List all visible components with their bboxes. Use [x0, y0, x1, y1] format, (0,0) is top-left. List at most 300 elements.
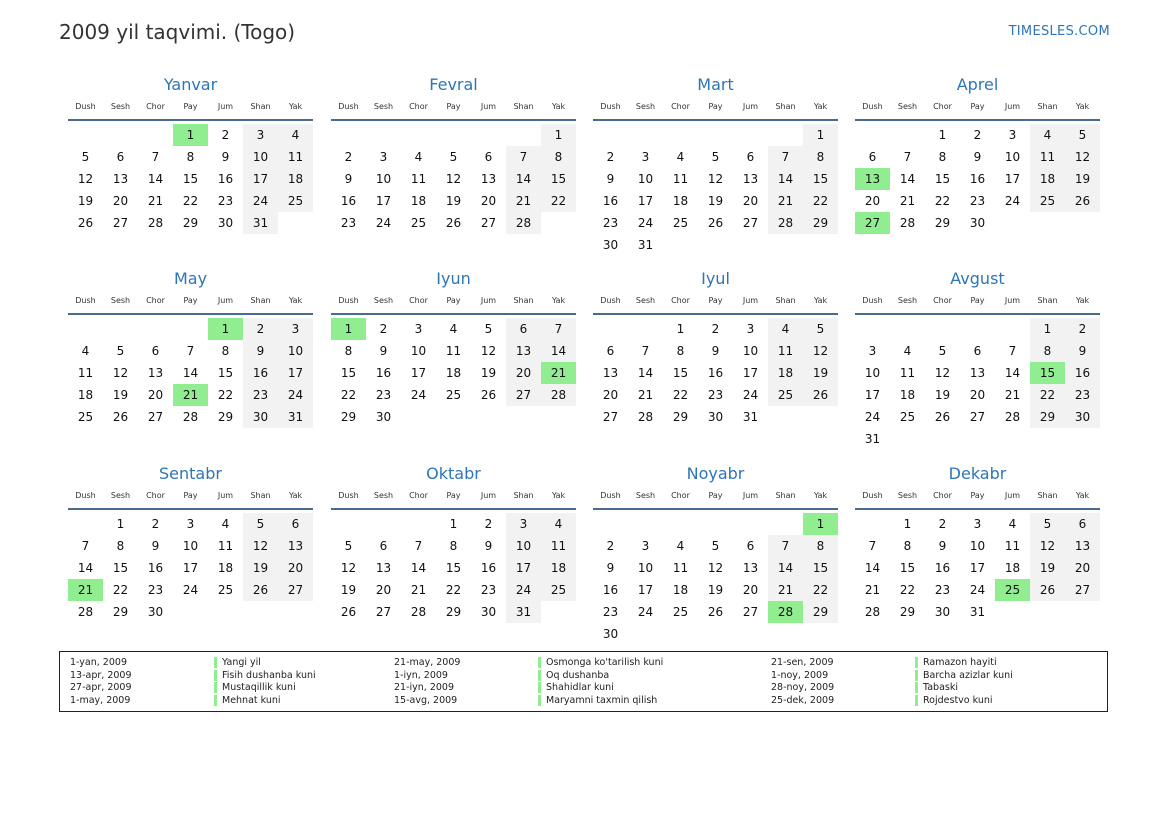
- day-cell: 3: [641, 539, 650, 553]
- day-cell: 6: [606, 344, 615, 358]
- day-cell: 16: [243, 362, 278, 384]
- day-cell: 27: [1065, 579, 1100, 601]
- legend-holiday-name: Barcha azizlar kuni: [923, 669, 1013, 681]
- weekday-label: Chor: [146, 102, 165, 111]
- legend-date: 25-dek, 2009: [771, 694, 835, 706]
- weekday-label: Sesh: [635, 102, 656, 111]
- day-cell: 3: [186, 517, 195, 531]
- month-divider: [855, 508, 1100, 510]
- day-cell: 31: [243, 212, 278, 234]
- day-cell: 8: [449, 539, 458, 553]
- weekday-label: Dush: [862, 296, 883, 305]
- day-cell: 8: [803, 146, 838, 168]
- day-cell: 15: [217, 366, 234, 380]
- day-cell: 23: [969, 194, 986, 208]
- day-cell: 16: [375, 366, 392, 380]
- day-cell: 19: [445, 194, 462, 208]
- day-cell: 18: [410, 194, 427, 208]
- day-cell: 6: [379, 539, 388, 553]
- day-cell: 27: [742, 216, 759, 230]
- weekday-label: Yak: [813, 491, 828, 500]
- holiday-day-cell: 27: [855, 212, 890, 234]
- day-cell: 28: [1004, 410, 1021, 424]
- day-cell: 24: [969, 583, 986, 597]
- day-cell: 19: [340, 583, 357, 597]
- day-cell: 14: [768, 557, 803, 579]
- day-cell: 9: [151, 539, 160, 553]
- legend-date: 1-may, 2009: [70, 694, 131, 706]
- day-cell: 10: [506, 535, 541, 557]
- weekday-label: Dush: [75, 102, 96, 111]
- day-cell: 19: [1065, 168, 1100, 190]
- day-cell: 31: [278, 406, 313, 428]
- day-cell: 30: [480, 605, 497, 619]
- day-cell: 16: [217, 172, 234, 186]
- day-cell: 26: [934, 410, 951, 424]
- day-cell: 29: [934, 216, 951, 230]
- day-cell: 5: [803, 318, 838, 340]
- day-cell: 3: [243, 124, 278, 146]
- weekday-label: Chor: [933, 491, 952, 500]
- legend-holiday-name: Ramazon hayiti: [923, 657, 997, 668]
- day-cell: 26: [707, 605, 724, 619]
- day-cell: 20: [1065, 557, 1100, 579]
- day-cell: 14: [182, 366, 199, 380]
- day-cell: 26: [445, 216, 462, 230]
- day-cell: 1: [1030, 318, 1065, 340]
- day-cell: 4: [1030, 124, 1065, 146]
- day-cell: 22: [803, 190, 838, 212]
- day-cell: 12: [803, 340, 838, 362]
- legend-date: 21-iyn, 2009: [394, 682, 455, 694]
- day-cell: 3: [973, 517, 982, 531]
- weekday-label: Dush: [338, 491, 359, 500]
- day-cell: 12: [243, 535, 278, 557]
- day-cell: 5: [484, 322, 493, 336]
- day-cell: 5: [243, 513, 278, 535]
- weekday-label: Jum: [1004, 491, 1021, 500]
- day-cell: 26: [1030, 579, 1065, 601]
- day-cell: 5: [711, 539, 720, 553]
- day-cell: 15: [112, 561, 129, 575]
- day-cell: 20: [278, 557, 313, 579]
- legend-date: 1-noy, 2009: [771, 669, 829, 681]
- weekday-label: Chor: [146, 491, 165, 500]
- day-cell: 24: [278, 384, 313, 406]
- day-cell: 22: [1030, 384, 1065, 406]
- weekday-label: Yak: [1075, 491, 1090, 500]
- day-cell: 22: [182, 194, 199, 208]
- weekday-label: Shan: [775, 102, 796, 111]
- weekday-label: Jum: [742, 102, 759, 111]
- day-cell: 28: [768, 212, 803, 234]
- legend-marker: [538, 670, 541, 681]
- day-cell: 5: [449, 150, 458, 164]
- weekday-label: Dush: [75, 491, 96, 500]
- legend-marker: [214, 695, 217, 706]
- holiday-day-cell: 21: [541, 362, 576, 384]
- day-cell: 16: [707, 366, 724, 380]
- day-cell: 21: [410, 583, 427, 597]
- day-cell: 15: [182, 172, 199, 186]
- day-cell: 22: [803, 579, 838, 601]
- day-cell: 5: [938, 344, 947, 358]
- legend-date: 28-noy, 2009: [771, 682, 835, 694]
- legend-marker: [915, 682, 918, 693]
- day-cell: 23: [217, 194, 234, 208]
- weekday-label: Pay: [183, 102, 198, 111]
- legend-holiday-name: Oq dushanba: [546, 669, 610, 681]
- day-cell: 3: [1008, 128, 1017, 142]
- day-cell: 29: [803, 212, 838, 234]
- day-cell: 8: [903, 539, 912, 553]
- day-cell: 16: [340, 194, 357, 208]
- legend-holiday-name: Osmonga ko'tarilish kuni: [546, 657, 664, 668]
- day-cell: 30: [602, 238, 619, 252]
- day-cell: 22: [541, 190, 576, 212]
- day-cell: 4: [1008, 517, 1017, 531]
- day-cell: 5: [116, 344, 125, 358]
- weekday-label: Shan: [250, 296, 271, 305]
- month-divider: [68, 313, 313, 315]
- day-cell: 23: [375, 388, 392, 402]
- day-cell: 15: [803, 168, 838, 190]
- day-cell: 23: [602, 216, 619, 230]
- weekday-label: Chor: [146, 296, 165, 305]
- day-cell: 5: [1065, 124, 1100, 146]
- holiday-day-cell: 21: [173, 384, 208, 406]
- legend-holiday-name: Mehnat kuni: [222, 694, 281, 706]
- day-cell: 23: [340, 216, 357, 230]
- day-cell: 12: [934, 366, 951, 380]
- weekday-label: Shan: [1037, 296, 1058, 305]
- day-cell: 6: [746, 150, 755, 164]
- day-cell: 1: [903, 517, 912, 531]
- day-cell: 21: [1004, 388, 1021, 402]
- legend-marker: [214, 682, 217, 693]
- day-cell: 25: [672, 605, 689, 619]
- weekday-label: Sesh: [373, 491, 394, 500]
- day-cell: 8: [344, 344, 353, 358]
- day-cell: 22: [899, 583, 916, 597]
- legend-date: 15-avg, 2009: [394, 694, 458, 706]
- day-cell: 20: [480, 194, 497, 208]
- weekday-label: Shan: [775, 491, 796, 500]
- day-cell: 1: [541, 124, 576, 146]
- month-divider: [855, 119, 1100, 121]
- day-cell: 21: [506, 190, 541, 212]
- day-cell: 23: [480, 583, 497, 597]
- day-cell: 6: [116, 150, 125, 164]
- weekday-label: Pay: [446, 102, 461, 111]
- day-cell: 8: [938, 150, 947, 164]
- month-divider: [593, 313, 838, 315]
- weekday-label: Shan: [1037, 102, 1058, 111]
- day-cell: 10: [969, 539, 986, 553]
- legend-marker: [915, 657, 918, 668]
- day-cell: 29: [445, 605, 462, 619]
- day-cell: 14: [768, 168, 803, 190]
- day-cell: 4: [449, 322, 458, 336]
- day-cell: 17: [375, 194, 392, 208]
- day-cell: 23: [934, 583, 951, 597]
- day-cell: 10: [182, 539, 199, 553]
- legend-holiday-name: Shahidlar kuni: [546, 682, 614, 694]
- day-cell: 20: [375, 583, 392, 597]
- day-cell: 2: [938, 517, 947, 531]
- day-cell: 2: [606, 150, 615, 164]
- legend-marker: [214, 657, 217, 668]
- day-cell: 4: [676, 539, 685, 553]
- day-cell: 10: [375, 172, 392, 186]
- day-cell: 31: [506, 601, 541, 623]
- day-cell: 29: [340, 410, 357, 424]
- day-cell: 3: [746, 322, 755, 336]
- day-cell: 13: [602, 366, 619, 380]
- month-name: Avgust: [950, 269, 1005, 288]
- day-cell: 22: [934, 194, 951, 208]
- day-cell: 11: [278, 146, 313, 168]
- day-cell: 7: [186, 344, 195, 358]
- day-cell: 16: [969, 172, 986, 186]
- day-cell: 25: [899, 410, 916, 424]
- day-cell: 3: [379, 150, 388, 164]
- day-cell: 25: [541, 579, 576, 601]
- day-cell: 11: [217, 539, 234, 553]
- day-cell: 2: [606, 539, 615, 553]
- day-cell: 8: [1030, 340, 1065, 362]
- weekday-label: Yak: [813, 296, 828, 305]
- day-cell: 27: [506, 384, 541, 406]
- weekday-label: Yak: [288, 491, 303, 500]
- day-cell: 20: [969, 388, 986, 402]
- day-cell: 4: [278, 124, 313, 146]
- weekday-label: Chor: [933, 296, 952, 305]
- day-cell: 30: [243, 406, 278, 428]
- day-cell: 7: [81, 539, 90, 553]
- day-cell: 13: [506, 340, 541, 362]
- day-cell: 24: [637, 216, 654, 230]
- legend-holiday-name: Mustaqillik kuni: [222, 682, 296, 694]
- day-cell: 6: [151, 344, 160, 358]
- day-cell: 18: [541, 557, 576, 579]
- weekday-label: Chor: [409, 102, 428, 111]
- weekday-label: Pay: [708, 296, 723, 305]
- day-cell: 9: [606, 561, 615, 575]
- day-cell: 11: [672, 561, 689, 575]
- day-cell: 19: [77, 194, 94, 208]
- day-cell: 12: [445, 172, 462, 186]
- weekday-label: Shan: [250, 102, 271, 111]
- weekday-label: Sesh: [373, 296, 394, 305]
- legend-holiday-name: Yangi yil: [222, 657, 261, 668]
- weekday-label: Pay: [183, 296, 198, 305]
- day-cell: 4: [414, 150, 423, 164]
- day-cell: 15: [803, 557, 838, 579]
- day-cell: 3: [278, 318, 313, 340]
- weekday-label: Yak: [551, 102, 566, 111]
- month-name: Fevral: [429, 75, 478, 94]
- day-cell: 19: [934, 388, 951, 402]
- day-cell: 15: [541, 168, 576, 190]
- day-cell: 21: [899, 194, 916, 208]
- brand-link[interactable]: TIMESLES.COM: [1008, 24, 1110, 39]
- day-cell: 3: [506, 513, 541, 535]
- day-cell: 18: [672, 194, 689, 208]
- month-name: Dekabr: [948, 464, 1007, 483]
- day-cell: 24: [637, 605, 654, 619]
- day-cell: 13: [742, 172, 759, 186]
- day-cell: 11: [1030, 146, 1065, 168]
- day-cell: 30: [602, 627, 619, 641]
- day-cell: 19: [803, 362, 838, 384]
- weekday-label: Dush: [862, 102, 883, 111]
- day-cell: 28: [147, 216, 164, 230]
- day-cell: 23: [243, 384, 278, 406]
- weekday-label: Dush: [338, 296, 359, 305]
- weekday-label: Jum: [1004, 296, 1021, 305]
- weekday-label: Jum: [217, 491, 234, 500]
- day-cell: 24: [243, 190, 278, 212]
- day-cell: 21: [864, 583, 881, 597]
- day-cell: 5: [1030, 513, 1065, 535]
- day-cell: 6: [278, 513, 313, 535]
- day-cell: 28: [410, 605, 427, 619]
- day-cell: 20: [112, 194, 129, 208]
- day-cell: 16: [602, 194, 619, 208]
- holiday-day-cell: 28: [768, 601, 803, 623]
- day-cell: 11: [1004, 539, 1021, 553]
- day-cell: 7: [868, 539, 877, 553]
- day-cell: 10: [864, 366, 881, 380]
- day-cell: 11: [77, 366, 94, 380]
- weekday-label: Chor: [933, 102, 952, 111]
- weekday-label: Jum: [217, 102, 234, 111]
- day-cell: 16: [147, 561, 164, 575]
- day-cell: 24: [864, 410, 881, 424]
- day-cell: 22: [217, 388, 234, 402]
- month-divider: [331, 313, 576, 315]
- day-cell: 30: [969, 216, 986, 230]
- day-cell: 16: [480, 561, 497, 575]
- month-name: Mart: [697, 75, 734, 94]
- day-cell: 7: [1008, 344, 1017, 358]
- page-title: 2009 yil taqvimi. (Togo): [59, 20, 296, 44]
- day-cell: 28: [506, 212, 541, 234]
- day-cell: 26: [112, 410, 129, 424]
- month-divider: [68, 508, 313, 510]
- month-name: Noyabr: [686, 464, 745, 483]
- day-cell: 15: [340, 366, 357, 380]
- day-cell: 18: [77, 388, 94, 402]
- day-cell: 14: [77, 561, 94, 575]
- weekday-label: Sesh: [897, 296, 918, 305]
- day-cell: 13: [112, 172, 129, 186]
- day-cell: 20: [864, 194, 881, 208]
- day-cell: 13: [969, 366, 986, 380]
- day-cell: 27: [375, 605, 392, 619]
- day-cell: 24: [506, 579, 541, 601]
- day-cell: 2: [151, 517, 160, 531]
- day-cell: 31: [864, 432, 881, 446]
- day-cell: 23: [1065, 384, 1100, 406]
- weekday-label: Pay: [970, 102, 985, 111]
- legend-marker: [915, 670, 918, 681]
- day-cell: 5: [711, 150, 720, 164]
- day-cell: 11: [672, 172, 689, 186]
- day-cell: 23: [147, 583, 164, 597]
- day-cell: 26: [77, 216, 94, 230]
- weekday-label: Yak: [288, 296, 303, 305]
- weekday-label: Pay: [446, 296, 461, 305]
- weekday-label: Jum: [1004, 102, 1021, 111]
- day-cell: 18: [672, 583, 689, 597]
- day-cell: 1: [676, 322, 685, 336]
- day-cell: 20: [147, 388, 164, 402]
- day-cell: 7: [768, 535, 803, 557]
- day-cell: 14: [506, 168, 541, 190]
- day-cell: 7: [506, 146, 541, 168]
- weekday-label: Jum: [742, 296, 759, 305]
- day-cell: 7: [151, 150, 160, 164]
- day-cell: 14: [410, 561, 427, 575]
- day-cell: 12: [707, 561, 724, 575]
- day-cell: 14: [864, 561, 881, 575]
- weekday-label: Pay: [446, 491, 461, 500]
- day-cell: 29: [182, 216, 199, 230]
- day-cell: 2: [711, 322, 720, 336]
- day-cell: 19: [707, 583, 724, 597]
- day-cell: 21: [637, 388, 654, 402]
- day-cell: 20: [602, 388, 619, 402]
- day-cell: 19: [1030, 557, 1065, 579]
- weekday-label: Jum: [742, 491, 759, 500]
- day-cell: 22: [672, 388, 689, 402]
- legend-date: 27-apr, 2009: [70, 682, 132, 694]
- weekday-label: Yak: [1075, 102, 1090, 111]
- weekday-label: Jum: [480, 491, 497, 500]
- month-divider: [331, 119, 576, 121]
- day-cell: 13: [1065, 535, 1100, 557]
- day-cell: 10: [243, 146, 278, 168]
- weekday-label: Chor: [409, 491, 428, 500]
- legend-date: 1-yan, 2009: [70, 657, 127, 668]
- day-cell: 14: [541, 340, 576, 362]
- day-cell: 9: [711, 344, 720, 358]
- day-cell: 16: [602, 583, 619, 597]
- day-cell: 20: [506, 362, 541, 384]
- day-cell: 25: [445, 388, 462, 402]
- day-cell: 25: [1030, 190, 1065, 212]
- day-cell: 23: [707, 388, 724, 402]
- day-cell: 30: [934, 605, 951, 619]
- day-cell: 6: [506, 318, 541, 340]
- weekday-label: Chor: [671, 491, 690, 500]
- month-name: Sentabr: [159, 464, 222, 483]
- day-cell: 24: [375, 216, 392, 230]
- day-cell: 26: [1065, 190, 1100, 212]
- day-cell: 7: [541, 318, 576, 340]
- month-divider: [593, 119, 838, 121]
- day-cell: 27: [147, 410, 164, 424]
- day-cell: 30: [707, 410, 724, 424]
- day-cell: 31: [742, 410, 759, 424]
- day-cell: 22: [340, 388, 357, 402]
- day-cell: 24: [410, 388, 427, 402]
- day-cell: 11: [541, 535, 576, 557]
- day-cell: 27: [480, 216, 497, 230]
- day-cell: 17: [278, 362, 313, 384]
